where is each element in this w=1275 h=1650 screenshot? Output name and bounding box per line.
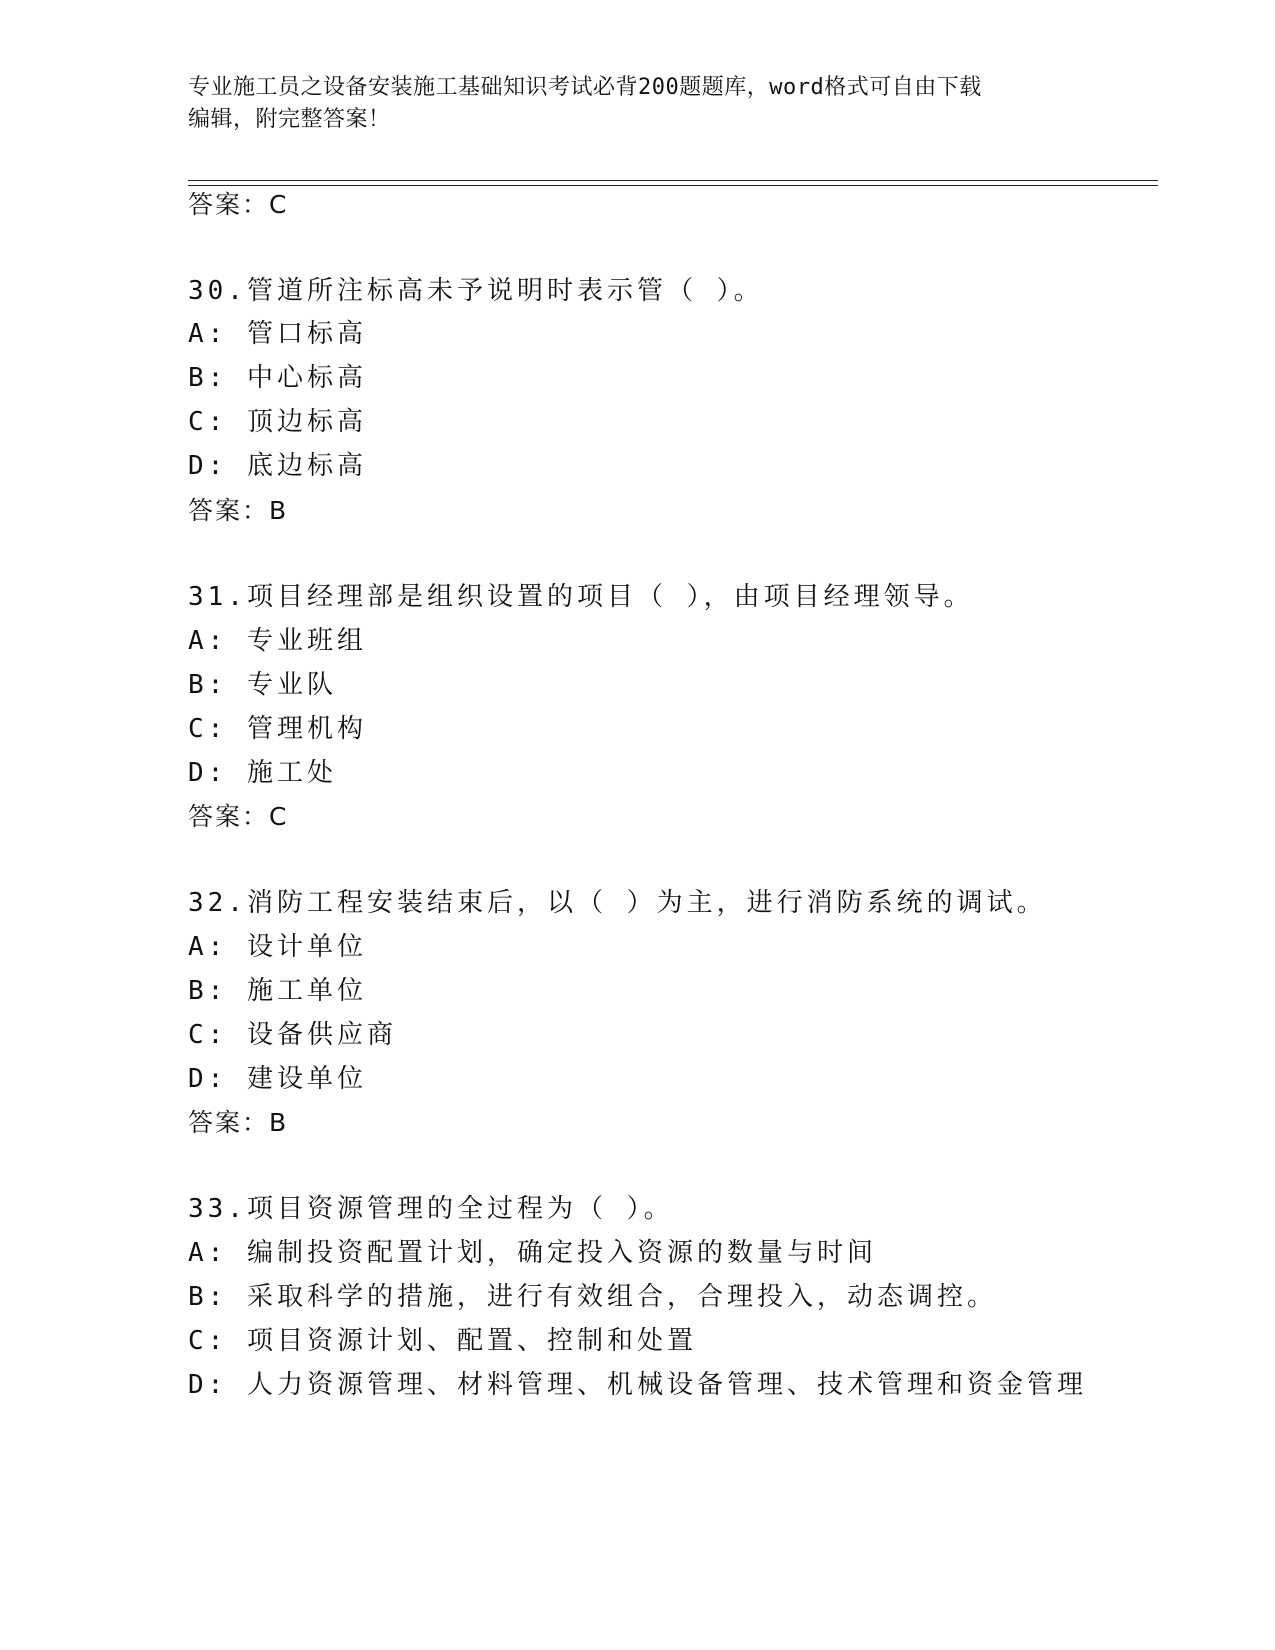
option-32-c: C: 设备供应商: [188, 1020, 397, 1050]
question-32: 32.消防工程安装结束后，以（ ）为主，进行消防系统的调试。: [188, 888, 1047, 918]
option-33-b: B: 采取科学的措施，进行有效组合，合理投入，动态调控。: [188, 1282, 997, 1312]
option-32-b: B: 施工单位: [188, 976, 367, 1006]
question-30: 30.管道所注标高未予说明时表示管（ ）。: [188, 276, 764, 306]
answer-30: 答案：B: [188, 496, 289, 525]
option-33-c: C: 项目资源计划、配置、控制和处置: [188, 1326, 697, 1356]
answer-31: 答案：C: [188, 802, 289, 831]
option-31-a: A: 专业班组: [188, 626, 367, 656]
option-30-c: C: 顶边标高: [188, 407, 367, 437]
question-33: 33.项目资源管理的全过程为（ ）。: [188, 1194, 674, 1224]
option-30-d: D: 底边标高: [188, 451, 367, 481]
option-32-d: D: 建设单位: [188, 1064, 367, 1094]
option-31-c: C: 管理机构: [188, 714, 367, 744]
option-33-d: D: 人力资源管理、材料管理、机械设备管理、技术管理和资金管理: [188, 1370, 1087, 1400]
option-30-a: A: 管口标高: [188, 319, 367, 349]
option-33-a: A: 编制投资配置计划，确定投入资源的数量与时间: [188, 1238, 877, 1268]
answer-32: 答案：B: [188, 1108, 289, 1137]
header-line-1: 专业施工员之设备安装施工基础知识考试必背200题题库，word格式可自由下载: [188, 75, 982, 100]
header-line-2: 编辑，附完整答案！: [188, 107, 391, 132]
option-31-b: B: 专业队: [188, 670, 337, 700]
document-header: [188, 72, 1088, 136]
answer-29: 答案：C: [188, 190, 289, 219]
option-31-d: D: 施工处: [188, 758, 337, 788]
option-32-a: A: 设计单位: [188, 932, 367, 962]
header-divider-bottom: [188, 185, 1158, 186]
question-31: 31.项目经理部是组织设置的项目（ ），由项目经理领导。: [188, 582, 974, 612]
option-30-b: B: 中心标高: [188, 363, 367, 393]
header-divider-top: [188, 180, 1158, 181]
